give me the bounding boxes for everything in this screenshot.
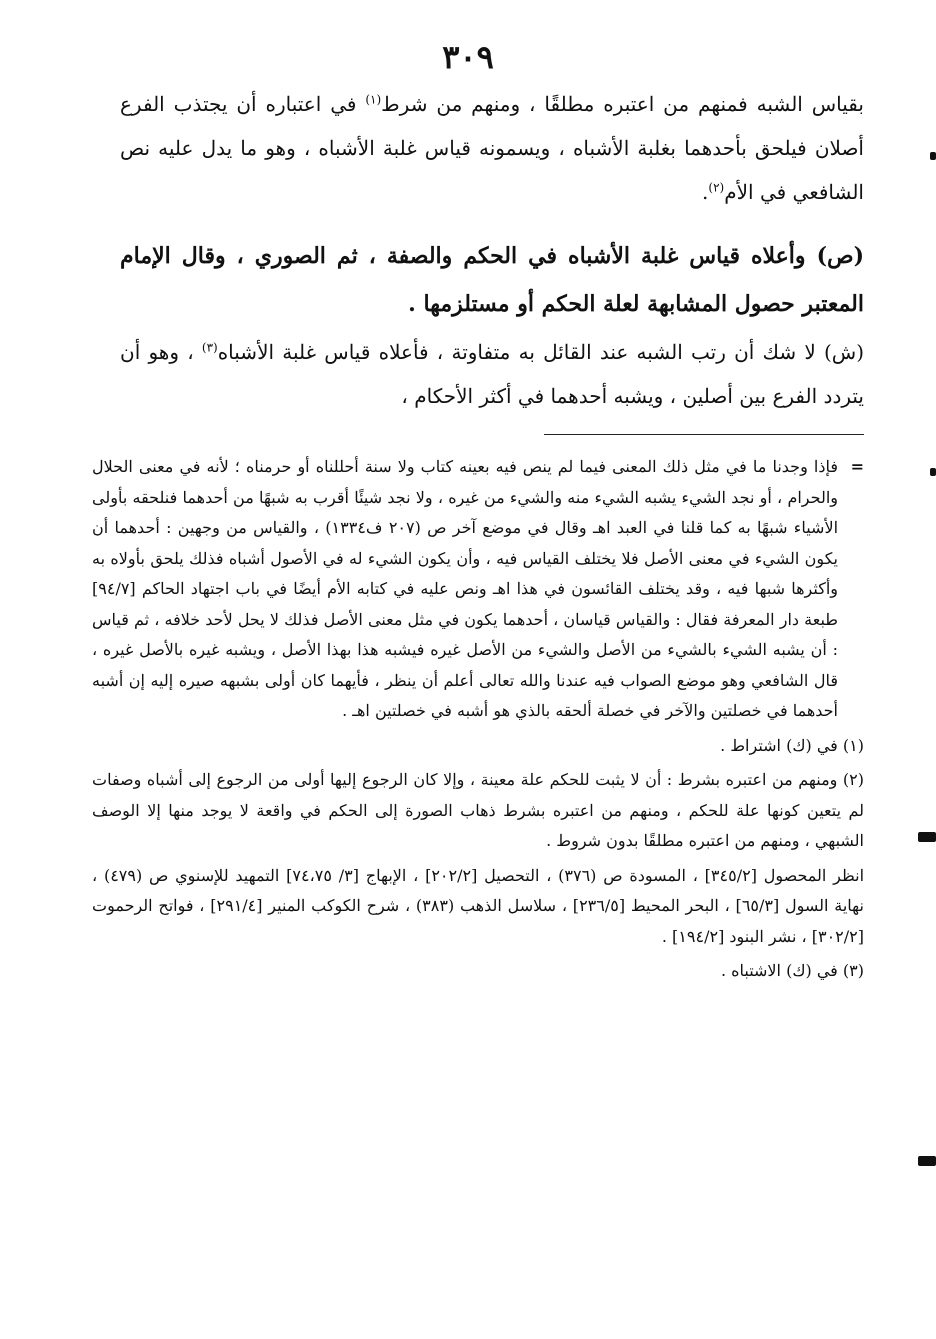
sharh-paragraph xyxy=(120,330,864,418)
margin-scan-mark xyxy=(930,152,936,160)
margin-scan-mark xyxy=(918,832,936,842)
page-number: ٣٠٩ xyxy=(442,38,494,76)
footnote-3: (٣) في (ك) الاشتباه . xyxy=(720,961,864,980)
sharh-part-1: (ش) لا شك أن رتب الشبه عند القائل به متفاوتة ، فأعلاه قياس غلبة الأشباه xyxy=(217,340,864,364)
sharh-part-2: ، وهو أن يتردد الفرع بين أصلين ، ويشبه أحدهما في أكثر الأحكام ، xyxy=(120,340,864,408)
footnote-1: (١) في (ك) اشتراط . xyxy=(720,735,864,755)
margin-scan-mark xyxy=(918,1156,936,1166)
footnotes-section xyxy=(92,452,864,991)
margin-scan-mark xyxy=(930,468,936,476)
footnote-continuation xyxy=(92,452,864,727)
footnote-ref-3: (٣) xyxy=(201,340,218,355)
footnote-divider xyxy=(544,434,864,435)
footnote-ref-1: (١) xyxy=(365,92,382,107)
main-text-part-3: . xyxy=(702,180,709,204)
main-text-part-2: في اعتباره أن يجتذب الفرع أصلان فيلحق بأحدهما بغلبة الأشباه ، ويسمونه قياس غلبة الأشباه ، وهو ما يدل عليه نص الشافعي في الأم xyxy=(120,92,864,204)
footnote-2: (٢) ومنهم من اعتبره بشرط : أن لا يثبت للحكم علة معينة ، وإلا كان الرجوع إليها أولى من الرجوع إلى أشباه وصفات لم يتعين كونها علة للحكم ، ومنهم من اعتبره بشرط ذهاب الصورة إلى الحكم في واقعة لا يوجد منها إلا الوصف الشبهي ، ومنهم من اعتبره مطلقًا بدون شروط . xyxy=(92,770,865,850)
footnote-ref-2: (٢) xyxy=(708,180,725,195)
footnote-2-references: انظر المحصول [٣٤٥/٢] ، المسودة ص (٣٧٦) ، التحصيل [٢٠٢/٢] ، الإبهاج [٣/ ٧٤،٧٥] التمهيد للإسنوي ص (٤٧٩) ، نهاية السول [٦٥/٣] ، البحر المحيط [٢٣٦/٥] ، سلاسل الذهب (٣٨٣) ، شرح الكوكب المنير [٢٩١/٤] ، فواتح الرحموت [٣٠٢/٢] ، نشر البنود [١٩٤/٢] . xyxy=(92,865,865,946)
matn-paragraph: (ص) وأعلاه قياس غلبة الأشباه في الحكم والصفة ، ثم الصوري ، وقال الإمام المعتبر حصول المشابهة لعلة الحكم أو مستلزمها . xyxy=(120,243,864,317)
footnote-continuation-text: فإذا وجدنا ما في مثل ذلك المعنى فيما لم ينص فيه بعينه كتاب ولا سنة أحللناه أو حرمناه ؛ لأنه في معنى الحلال والحرام ، أو نجد الشيء يشبه الشيء منه والشيء من غيره ، ولا نجد شيئًا أقرب به شبهًا من أحدهما فنلحقه بأولى الأشياء شبهًا به كما قلنا في العبد اهـ وقال في موضع آخر ص (٢٠٧ ف١٣٣٤) ، والقياس من وجهين : أحدهما أن يكون الشيء في معنى الأصل فلا يختلف القياس فيه ، وأن يكون الشيء له في الأصول أشباه فذلك يلحق بأولاه به وأكثرها شبها فيه ، وقد يختلف القائسون في هذا اهـ ونص عليه في كتابه الأم أيضًا في باب اجتهاد الحاكم [٩٤/٧] طبعة دار المعرفة فقال : والقياس قياسان ، أحدهما يكون في مثل معنى الأصل فذلك لا يحل لأحد خلافه ، ثم قياس : أن يشبه الشيء بالشيء من الأصل والشيء من الأصل غيره فيشبه هذا بهذا الأصل ، ويشبه غيره بالأصل غيره ، قال الشافعي وهو موضع الصواب فيه عندنا والله تعالى أعلم أن ينظر ، فأيهما كان أولى بشبهه صيره إليه إن أشبه أحدهما في خصلتين والآخر في خصلة ألحقه بالذي هو أشبه في خصلتين اهـ . xyxy=(92,457,839,720)
main-text-paragraph xyxy=(120,82,864,214)
main-text-part-1: بقياس الشبه فمنهم من اعتبره مطلقًا ، ومنهم من شرط xyxy=(381,92,864,116)
continuation-marker: = xyxy=(850,457,864,476)
